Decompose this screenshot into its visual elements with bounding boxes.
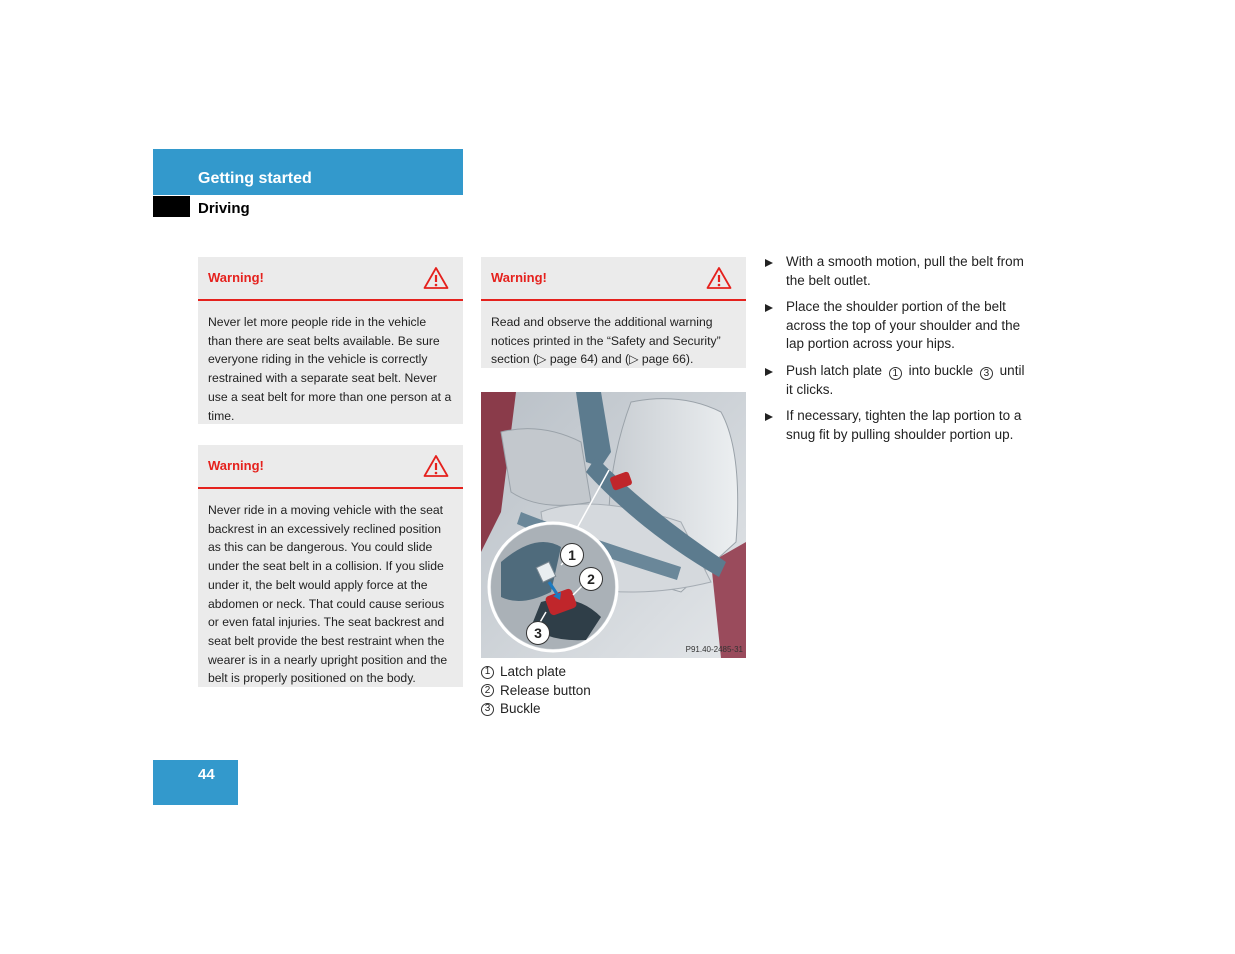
warning-header xyxy=(198,445,463,489)
callout-1 xyxy=(560,543,584,567)
figure-code: P91.40-2485-31 xyxy=(685,645,743,654)
step-text: If necessary, tighten the lap portion to a snug fit by pulling shoulder portion up. xyxy=(786,408,1022,442)
step-item xyxy=(763,298,1033,354)
warning-header xyxy=(481,257,746,301)
legend-label: Buckle xyxy=(500,701,541,717)
callout-3-number: 3 xyxy=(534,625,542,641)
warning-triangle-icon xyxy=(423,266,449,290)
inline-number: 3 xyxy=(980,367,993,380)
subsection-marker xyxy=(153,196,190,217)
warning-triangle-icon xyxy=(706,266,732,290)
legend-number: 1 xyxy=(481,666,494,679)
warning-text: Read and observe the additional warning notices printed in the “Safety and Security” section (▷ page 64) and (▷ page 66). xyxy=(491,315,721,367)
triangle-bullet-icon xyxy=(765,304,773,312)
step-text: Place the shoulder portion of the belt across the top of your shoulder and the lap portion across your hips. xyxy=(786,299,1021,352)
step-text-part: until it clicks. xyxy=(786,362,1025,397)
seat-belt-photo xyxy=(481,392,746,658)
triangle-bullet-icon xyxy=(765,413,773,421)
page-number: 44 xyxy=(198,766,215,783)
warning-header xyxy=(198,257,463,301)
legend-number: 3 xyxy=(481,703,494,716)
callout-2 xyxy=(579,567,603,591)
step-item xyxy=(763,362,1033,399)
warning-label: Warning! xyxy=(208,270,264,285)
inline-number: 1 xyxy=(889,367,902,380)
subsection-title: Driving xyxy=(198,200,250,217)
triangle-bullet-icon xyxy=(765,368,773,376)
section-title: Getting started xyxy=(198,170,312,187)
step-text-part: Push latch plate xyxy=(786,362,883,378)
legend-number: 2 xyxy=(481,684,494,697)
figure-legend xyxy=(481,663,591,719)
step-text-part: into buckle xyxy=(908,362,974,378)
warning-label: Warning! xyxy=(491,270,547,285)
legend-label: Latch plate xyxy=(500,664,567,679)
warning-box-1 xyxy=(198,257,463,424)
callout-2-number: 2 xyxy=(587,571,595,587)
warning-label: Warning! xyxy=(208,458,264,473)
triangle-bullet-icon xyxy=(765,259,773,267)
legend-item xyxy=(481,663,591,682)
legend-item xyxy=(481,700,591,719)
callout-3 xyxy=(526,621,550,645)
step-item xyxy=(763,253,1033,290)
warning-box-3 xyxy=(481,257,746,368)
callout-1-number: 1 xyxy=(568,547,576,563)
warning-triangle-icon xyxy=(423,454,449,478)
seat-belt-illustration xyxy=(481,392,746,658)
legend-item xyxy=(481,682,591,701)
warning-box-2 xyxy=(198,445,463,687)
legend-label: Release button xyxy=(500,682,591,698)
page-number-box xyxy=(153,760,238,805)
instruction-steps xyxy=(763,253,1033,452)
section-header xyxy=(153,149,463,195)
warning-text: Never let more people ride in the vehicle than there are seat belts available. Be sure everyone riding in the vehicle is correctly restrained with a separate seat belt. Never use a seat belt for more than one person at a time. xyxy=(208,315,452,423)
warning-text: Never ride in a moving vehicle with the seat backrest in an excessively reclined position as this can be dangerous. You could slide under the seat belt in a collision. If you slide under it, the belt would apply force at the abdomen or neck. That could cause serious or even fatal injuries. The seat backrest and seat belt provide the best restraint when the wearer is in a nearly upright position and the belt is properly positioned on the body. xyxy=(208,503,448,686)
step-text: With a smooth motion, pull the belt from the belt outlet. xyxy=(786,254,1024,288)
step-item xyxy=(763,407,1033,444)
